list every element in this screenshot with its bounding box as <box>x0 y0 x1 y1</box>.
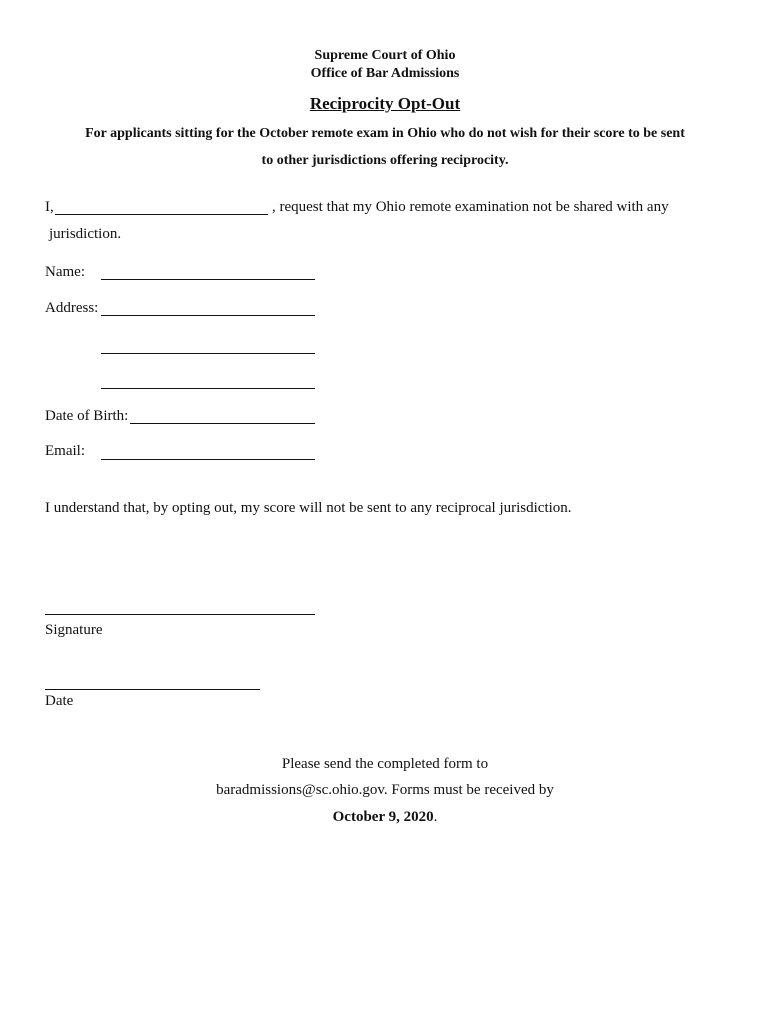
address-field-line-1[interactable] <box>101 315 315 316</box>
office-name: Office of Bar Admissions <box>310 66 460 81</box>
dob-field[interactable] <box>130 423 315 424</box>
signature-line[interactable] <box>45 614 315 615</box>
subtitle-line-2: to other jurisdictions offering reciprocity. <box>261 153 509 168</box>
acknowledgement-text: I understand that, by opting out, my score will not be sent to any reciprocal jurisdiction. <box>45 500 572 516</box>
subtitle-line-1: For applicants sitting for the October remote exam in Ohio who do not wish for their score to be sent <box>85 126 685 141</box>
footer-deadline <box>0 809 770 826</box>
footer-line-1: Please send the completed form to <box>281 756 489 772</box>
name-field[interactable] <box>101 279 315 280</box>
email-field[interactable] <box>101 459 315 460</box>
email-label: Email: <box>45 443 85 459</box>
page-title <box>0 94 770 114</box>
signature-label: Signature <box>45 622 103 638</box>
deadline-date: October 9, 2020 <box>332 809 434 825</box>
address-field-line-2[interactable] <box>101 353 315 354</box>
request-suffix: , request that my Ohio remote examination not be shared with any <box>272 199 669 215</box>
date-label: Date <box>45 693 74 709</box>
footer-line-2: baradmissions@sc.ohio.gov. Forms must be received by <box>216 782 554 798</box>
page-title-text: Reciprocity Opt-Out <box>309 94 461 113</box>
request-prefix: I, <box>45 199 54 215</box>
name-label: Name: <box>45 264 85 280</box>
date-line[interactable] <box>45 689 260 690</box>
court-name: Supreme Court of Ohio <box>314 48 456 63</box>
dob-label: Date of Birth: <box>45 408 129 424</box>
applicant-name-line[interactable] <box>55 214 268 215</box>
address-label: Address: <box>45 300 99 316</box>
request-line-2: jurisdiction. <box>49 226 122 242</box>
deadline-period: . <box>433 809 438 825</box>
address-field-line-3[interactable] <box>101 388 315 389</box>
